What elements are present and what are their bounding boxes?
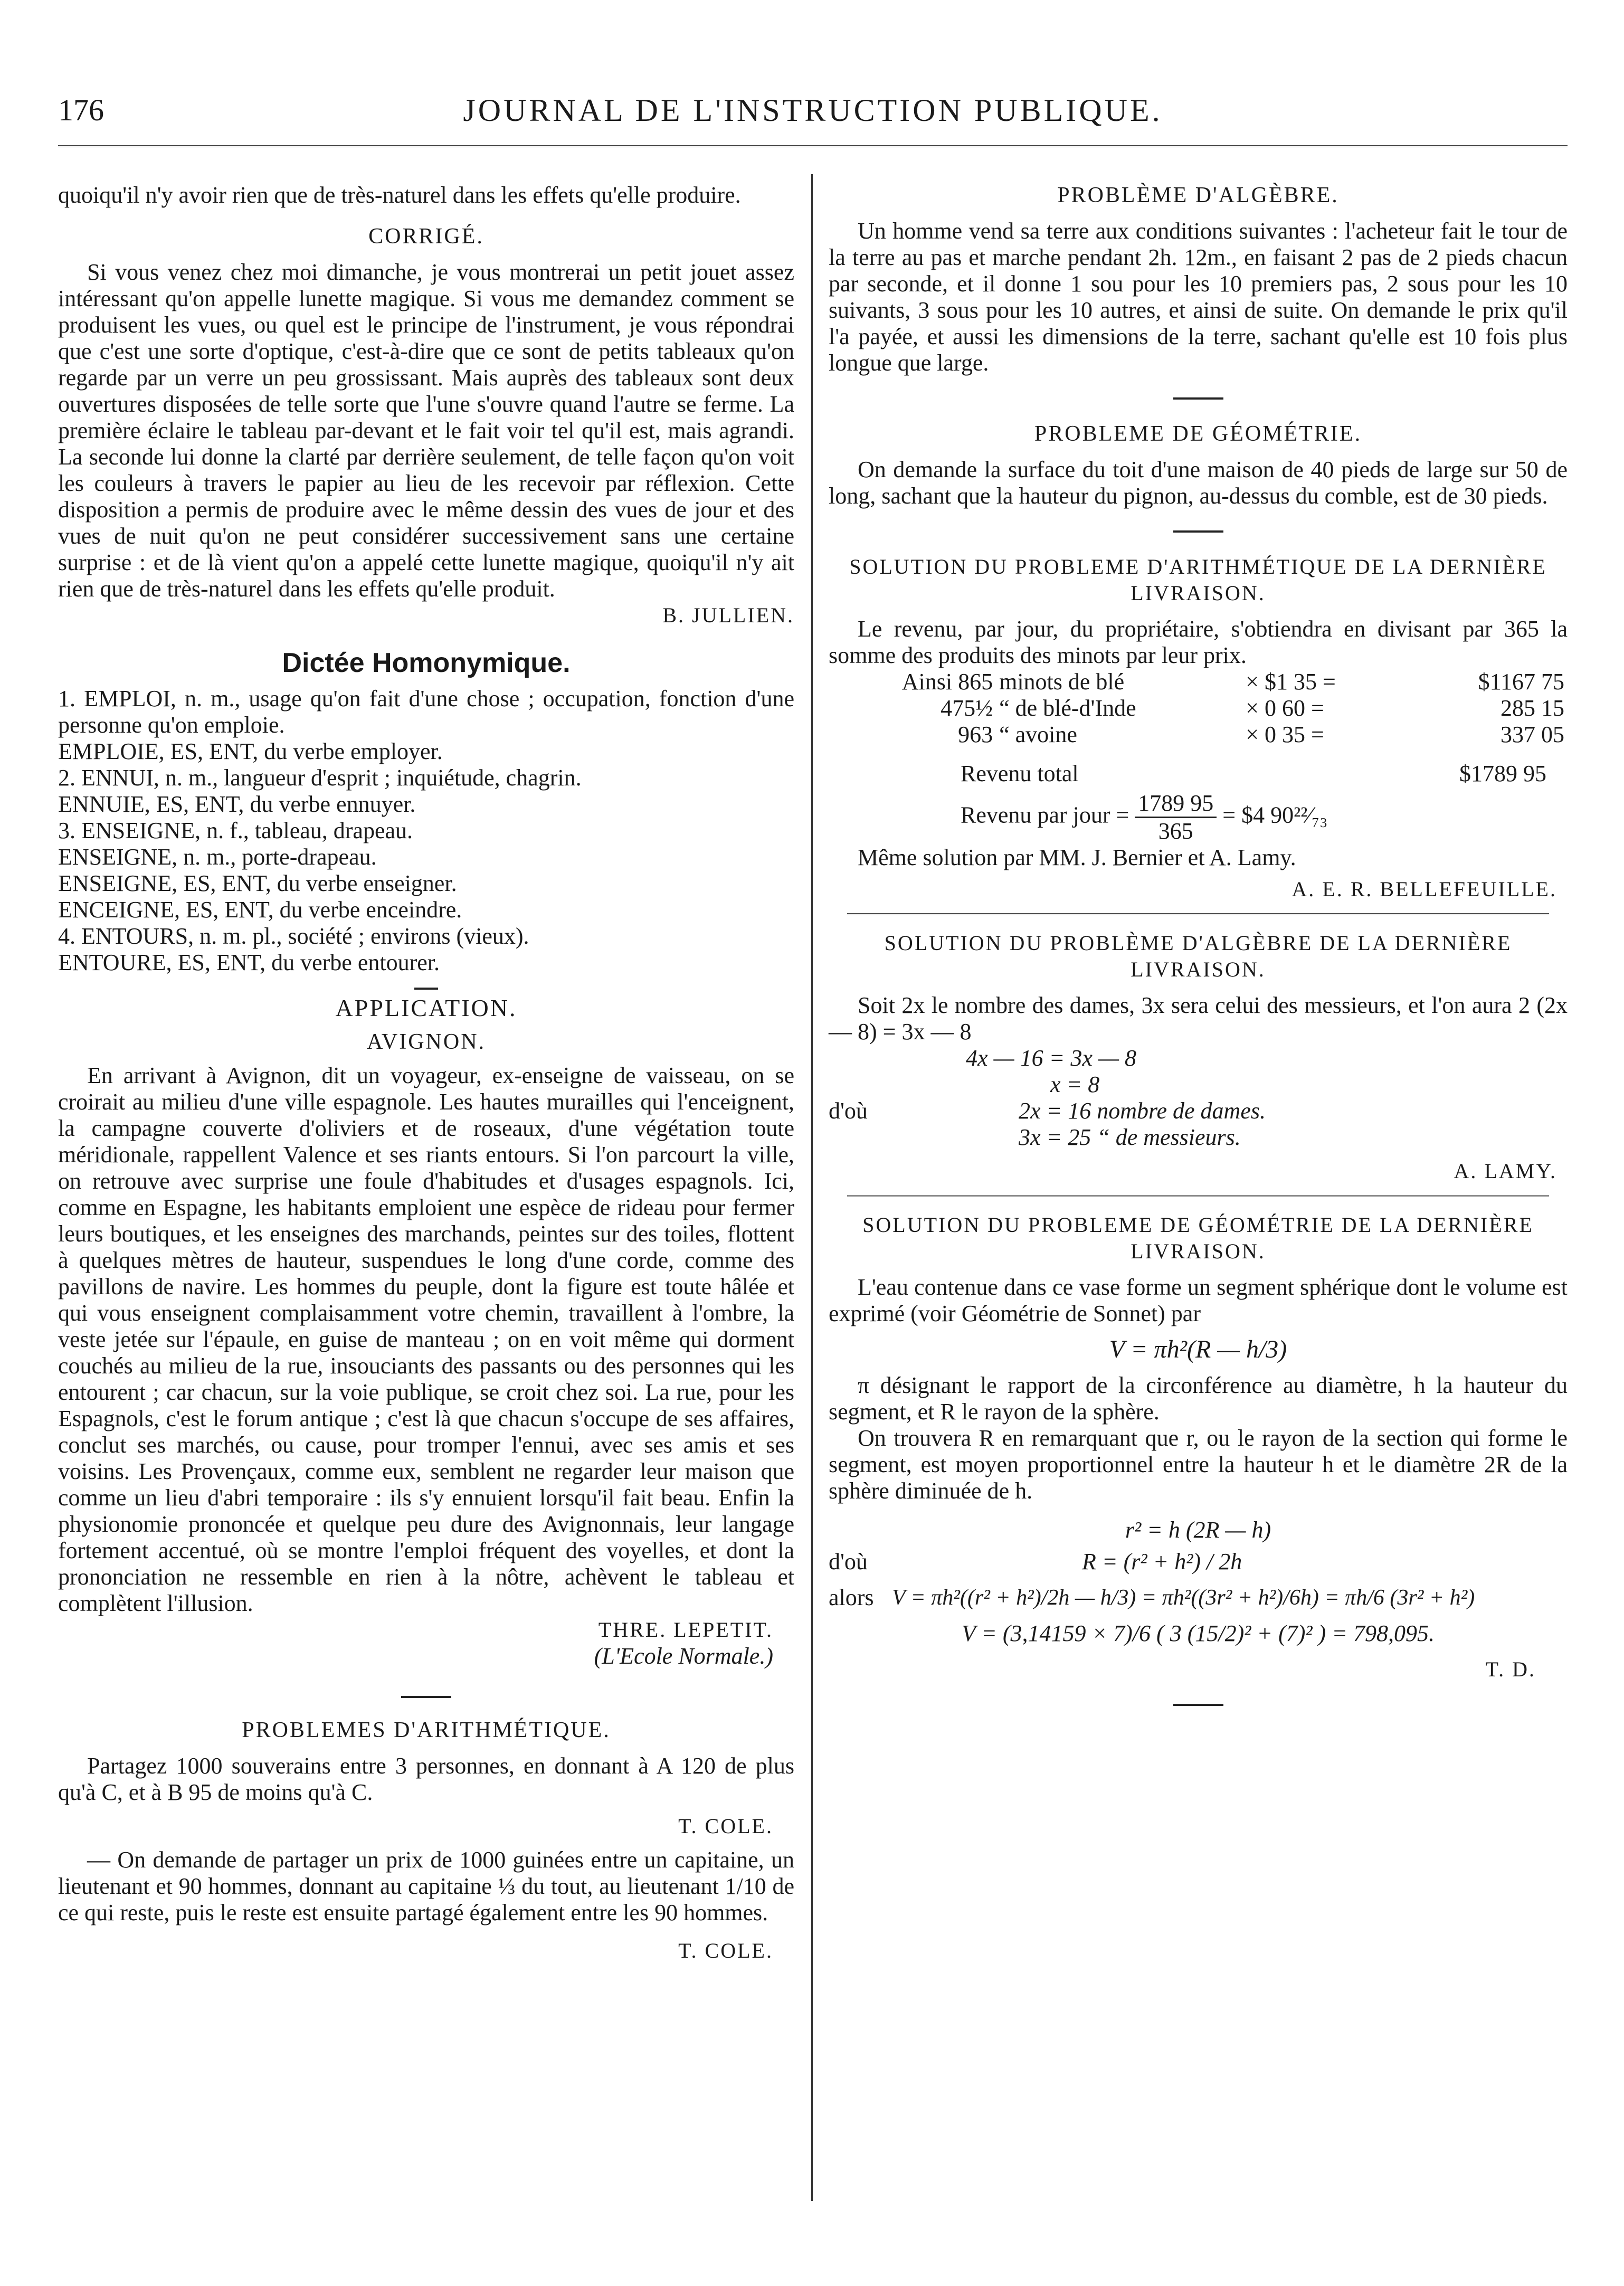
dictee-line: ENSEIGNE, ES, ENT, du verbe enseigner.	[58, 870, 457, 896]
sol-alg-author: A. LAMY.	[1454, 1159, 1557, 1183]
table-cell: × $1 35 =	[1246, 669, 1336, 695]
sol-arith-text: Le revenu, par jour, du propriétaire, s'obtiendra en divisant par 365 la somme des produits des minots par leur prix.	[829, 616, 1568, 668]
arith-heading: PROBLEMES D'ARITHMÉTIQUE.	[242, 1718, 611, 1742]
arith-problem-1: Partagez 1000 souverains entre 3 personnes, en donnant à A 120 de plus qu'à C, et à B 95 de moins qu'à C.	[58, 1753, 794, 1805]
table-cell: minots de blé	[999, 669, 1125, 695]
table-cell: 337 05	[1500, 722, 1564, 747]
table-cell: “ avoine	[999, 722, 1077, 747]
sol-geom-p3: On trouvera R en remarquant que r, ou le rayon de la section qui forme le segment, est moyen proportionnel entre la hauteur h et le diamètre 2R de la sphère diminuée de h.	[829, 1425, 1568, 1504]
arith-problem-2: — On demande de partager un prix de 1000 guinées entre un capitaine, un lieutenant et 90 hommes, donnant au capitaine ⅓ du tout, au lieutenant 1/10 de ce qui reste, puis le reste est ensuite partagé également entre les 90 hommes.	[58, 1847, 794, 1925]
dictee-line: EMPLOIE, ES, ENT, du verbe employer.	[58, 738, 443, 764]
algebre-heading: PROBLÈME D'ALGÈBRE.	[1057, 183, 1339, 207]
avignon-source: (L'Ecole Normale.)	[594, 1643, 773, 1669]
dictee-line: 3. ENSEIGNE, n. f., tableau, drapeau.	[58, 818, 413, 843]
algebre-text: Un homme vend sa terre aux conditions suivantes : l'acheteur fait le tour de la terre au pas et marche pendant 2h. 12m., en faisant 2 pas de 2 pieds chacun par seconde, et il donne 1 sou pour les 10 premiers pas, 2 sous pour les 10 suivants, 3 sous pour les 10 autres, et ainsi de suite. On demande le prix qu'il l'a payée, et aussi les dimensions de la terre, sachant qu'elle est 10 fois plus longue que large.	[829, 218, 1568, 376]
running-header	[58, 92, 1568, 135]
intro-text: quoiqu'il n'y avoir rien que de très-naturel dans les effets qu'elle produire.	[58, 182, 741, 208]
dictee-title: Dictée Homonymique.	[282, 648, 571, 678]
sol-alg-eq4: 3x = 25 “ de messieurs.	[1019, 1124, 1241, 1150]
table-row	[829, 695, 1568, 722]
revenu-total-value: $1789 95	[1459, 761, 1546, 786]
revenu-jour-label: Revenu par jour =	[961, 802, 1129, 828]
section-rule	[847, 1195, 1549, 1197]
sol-alg-heading: SOLUTION DU PROBLÈME D'ALGÈBRE DE LA DERNIÈRE LIVRAISON.	[884, 931, 1512, 981]
arith-author-1: T. COLE.	[678, 1814, 773, 1838]
section-dash	[1173, 530, 1223, 533]
geom-heading: PROBLEME DE GÉOMÉTRIE.	[1034, 422, 1362, 446]
sol-geom-formula-4: V = πh²((r² + h²)/2h — h/3) = πh²((3r² + h²)/6h) = πh/6 (3r² + h²)	[892, 1586, 1475, 1610]
table-cell: × 0 35 =	[1246, 722, 1324, 747]
arith-author-2: T. COLE.	[678, 1939, 773, 1962]
sol-alg-eq1: 4x — 16 = 3x — 8	[966, 1045, 1136, 1071]
table-row	[829, 722, 1568, 748]
sol-arith-heading: SOLUTION DU PROBLEME D'ARITHMÉTIQUE DE LA DERNIÈRE LIVRAISON.	[849, 555, 1547, 605]
application-heading: APPLICATION.	[335, 994, 517, 1021]
dictee-line: 2. ENNUI, n. m., langueur d'esprit ; inquiétude, chagrin.	[58, 765, 582, 791]
sol-geom-p2: π désignant le rapport de la circonférence au diamètre, h la hauteur du segment, et R le rayon de la sphère.	[829, 1372, 1568, 1425]
section-dash	[1173, 397, 1223, 400]
dictee-line: 4. ENTOURS, n. m. pl., société ; environs (vieux).	[58, 923, 529, 949]
corrige-heading: CORRIGÉ.	[368, 224, 484, 249]
sol-arith-table	[829, 669, 1568, 748]
sol-geom-formula-1: V = πh²(R — h/3)	[1109, 1335, 1287, 1363]
avignon-author: THRE. LEPETIT.	[598, 1618, 773, 1642]
sol-geom-formula-5: V = (3,14159 × 7)/6 ( 3 (15/2)² + (7)² ) = 798,095.	[962, 1620, 1435, 1646]
revenu-total-row	[829, 748, 1568, 787]
section-dash	[1173, 1704, 1223, 1706]
sol-alg-text: Soit 2x le nombre des dames, 3x sera celui des messieurs, et l'on aura 2 (2x — 8) = 3x — 8	[829, 992, 1568, 1045]
sol-arith-same: Même solution par MM. J. Bernier et A. Lamy.	[858, 845, 1296, 870]
avignon-heading: AVIGNON.	[366, 1030, 486, 1054]
sol-geom-p1: L'eau contenue dans ce vase forme un segment sphérique dont le volume est exprimé (voir Géométrie de Sonnet) par	[829, 1274, 1568, 1326]
table-cell: $1167 75	[1478, 669, 1564, 695]
corrige-text: Si vous venez chez moi dimanche, je vous montrerai un petit jouet assez intéressant qu'on appelle lunette magique. Si vous me demandez comment se produisent les vues, ou quel est le principe de l'instrument, je vous répondrai que c'est une sorte d'optique, c'est-à-dire que ce sont de petits tableaux qu'on regarde par un verre un peu grossissant. Mais auprès des tableaux sont deux ouvertures disposées de telle sorte que l'une s'ouvre quand l'autre se ferme. La première éclaire le tableau par-devant et le fait voir tel qu'il est, mais agrandi. La seconde lui donne la clarté par derrière seulement, de telle façon qu'on voit les couleurs à travers le papier au lieu de les recevoir par réflexion. Cette disposition a permis de produire avec le même dessin des vues de jour et des vues de nuit qu'on ne peut considérer successivement sans une certaine surprise : et de là vient qu'on a appelé cette lunette magique, quoiqu'il n'y ait rien que de très-naturel dans les effets qu'elle produit.	[58, 259, 794, 602]
table-cell: 285 15	[1500, 695, 1564, 721]
sol-geom-formula-3: R = (r² + h²) / 2h	[1082, 1549, 1242, 1574]
left-column	[58, 182, 794, 1964]
fraction-numerator: 1789 95	[1135, 790, 1217, 818]
revenu-jour-fraction	[1135, 790, 1217, 845]
sol-arith-author: A. E. R. BELLEFEUILLE.	[1291, 877, 1557, 901]
journal-title: JOURNAL DE L'INSTRUCTION PUBLIQUE.	[463, 93, 1163, 128]
table-cell: 963	[958, 722, 993, 747]
sol-alg-eq2: x = 8	[1050, 1071, 1100, 1097]
revenu-jour-row	[829, 787, 1568, 845]
revenu-total-label: Revenu total	[961, 761, 1079, 786]
page-number: 176	[58, 93, 104, 127]
dou-label: d'où	[829, 1098, 868, 1124]
sol-geom-formula-3-row	[829, 1549, 1568, 1575]
fraction-denominator: 365	[1158, 818, 1193, 844]
table-cell: × 0 60 =	[1246, 695, 1324, 721]
sol-geom-formula-2: r² = h (2R — h)	[1125, 1517, 1271, 1543]
section-dash	[414, 988, 438, 990]
alors-label: alors	[829, 1585, 874, 1610]
sol-alg-eq3: 2x = 16 nombre de dames.	[1019, 1098, 1266, 1124]
revenu-jour-result: = $4 90²²⁄₇₃	[1222, 802, 1328, 828]
table-row	[829, 669, 1568, 695]
sol-geom-heading: SOLUTION DU PROBLEME DE GÉOMÉTRIE DE LA DERNIÈRE LIVRAISON.	[862, 1213, 1534, 1263]
right-column	[829, 182, 1568, 1727]
sol-geom-formula-4-row	[829, 1585, 1568, 1611]
dou-label: d'où	[829, 1549, 868, 1574]
dictee-list	[58, 686, 794, 976]
table-cell: 475½	[941, 695, 993, 721]
dictee-line: 1. EMPLOI, n. m., usage qu'on fait d'une chose ; occupation, fonction d'une personne qu'on emploie.	[58, 686, 794, 738]
table-cell: Ainsi 865	[901, 669, 993, 695]
dictee-line: ENSEIGNE, n. m., porte-drapeau.	[58, 844, 377, 870]
geom-text: On demande la surface du toit d'une maison de 40 pieds de large sur 50 de long, sachant que la hauteur du pignon, au-dessus du comble, est de 30 pieds.	[829, 457, 1568, 509]
column-divider	[811, 174, 813, 2201]
table-cell: “ de blé-d'Inde	[999, 695, 1136, 721]
section-dash	[401, 1696, 451, 1698]
section-rule	[847, 913, 1549, 915]
dictee-line: ENNUIE, ES, ENT, du verbe ennuyer.	[58, 791, 416, 817]
header-rule	[58, 145, 1568, 147]
avignon-text: En arrivant à Avignon, dit un voyageur, ex-enseigne de vaisseau, on se croirait au milieu d'une ville espagnole. Les hautes murailles qui l'enceignent, la campagne couverte d'oliviers et de roseaux, d'une végétation toute méridionale, rappellent Valence et ses riants entours. Si l'on parcourt la ville, on retrouve avec surprise une foule d'habitudes et d'usages espagnols. Ici, comme en Espagne, les habitants emploient une espèce de rideau pour fermer leurs boutiques, et les enseignes des marchands, peintes sur des toiles, flottent à quelques mètres de hauteur, suspendues le long d'une corde, comme des pavillons de navire. Les hommes du peuple, dont la figure est toute hâlée et qui vous enseignent complaisamment votre chemin, travaillent à l'ombre, la veste jetée sur l'épaule, en guise de manteau ; on en voit même qui dorment couchés au milieu de la rue, insouciants des passants ou des personnes qui les entourent ; car chacun, sur la voie publique, se croit chez soi. La rue, pour les Espagnols, c'est le forum antique ; c'est là que chacun s'occupe de ses affaires, conclut ses marchés, ou cause, pour tromper l'ennui, avec ses amis et ses voisins. Les Provençaux, comme eux, semblent ne regarder leur maison que comme un lieu d'abri temporaire : ils s'y ennuient lorsqu'il fait beau. Enfin la physionomie prononcée et quelque peu dure des Avignonnais, leur langage fortement accentué, où se montre l'emploi fréquent des voyelles, et dont la prononciation ne ressemble en rien à la nôtre, achèvent le tableau et complètent l'illusion.	[58, 1063, 794, 1616]
dictee-line: ENTOURE, ES, ENT, du verbe entourer.	[58, 950, 440, 975]
corrige-author: B. JULLIEN.	[662, 603, 794, 627]
sol-geom-author: T. D.	[1485, 1657, 1536, 1681]
dictee-line: ENCEIGNE, ES, ENT, du verbe enceindre.	[58, 897, 462, 923]
sol-alg-eq3-row	[829, 1098, 1568, 1124]
